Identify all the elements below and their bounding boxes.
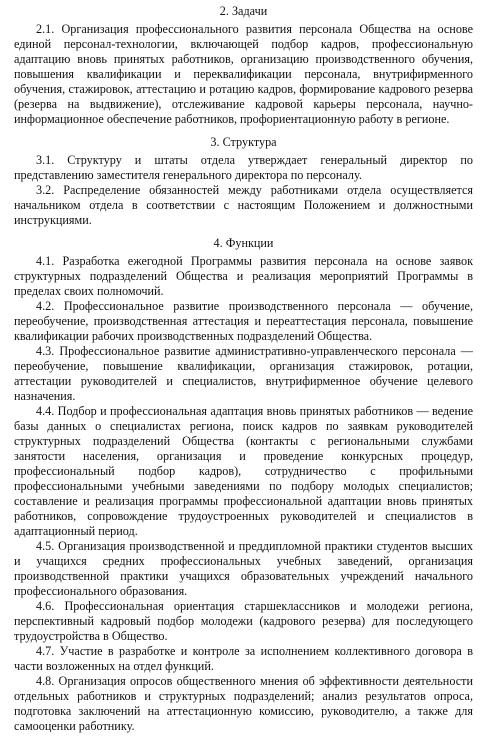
section-functions	[14, 236, 473, 734]
paragraph: 4.6. Профессиональная ориентация старшеклассников и молодежи региона, перспективный кадровый подбор молодежи (кадрового резерва) для последующего трудоустройства в Общество.	[14, 599, 473, 643]
section-heading: 2. Задачи	[219, 4, 268, 18]
paragraph: 4.5. Организация производственной и преддипломной практики студентов высших и учащихся средних профессиональных учебных заведений, организация производственной практики учащихся образовательных учреждений начального профессионального образования.	[14, 539, 473, 598]
paragraph: 4.8. Организация опросов общественного мнения об эффективности деятельности отдельных работников и структурных подразделений; анализ результатов опроса, подготовка заключений на аттестационную комиссию, руководителю, а также для самооценки работнику.	[14, 674, 473, 733]
paragraph: 3.2. Распределение обязанностей между работниками отдела осуществляется начальником отдела в соответствии с настоящим Положением и должностными инструкциями.	[14, 183, 473, 227]
section-heading: 4. Функции	[213, 236, 274, 250]
paragraph: 2.1. Организация профессионального развития персонала Общества на основе единой персонал-технологии, включающей подбор кадров, профессиональную адаптацию вновь принятых работников, организацию производственного обучения, повышения квалификации и переквалификации персонала, внутрифирменного обучения, стажировок, аттестацию и ротацию кадров, формирование кадрового резерва (резерва на выдвижение), отслеживание кадровой карьеры персонала, научно-информационное обеспечение работников, профориентационную работу в регионе.	[14, 22, 473, 126]
paragraph: 4.4. Подбор и профессиональная адаптация вновь принятых работников — ведение базы данных о специалистах региона, поиск кадров по заявкам руководителей структурных подразделений Общества (контакты с региональными службами занятости населения, организация и проведение конкурсных процедур, профессиональный подбор кадров), сотрудничество с профильными профессиональными учебными заведениями по подбору молодых специалистов; составление и реализация программы профессиональной адаптации вновь принятых работников, сопровождение трудоустроенных руководителей и специалистов в адаптационный период.	[14, 404, 473, 538]
section-tasks	[14, 4, 473, 127]
paragraph: 4.3. Профессиональное развитие административно-управленческого персонала — переобучение, повышение квалификации, организация стажировок, ротации, аттестации руководителей и специалистов, внутрифирменное обучение целевого назначения.	[14, 344, 473, 403]
section-gap	[14, 228, 473, 236]
paragraph: 4.2. Профессиональное развитие производственного персонала — обучение, переобучение, производственная аттестация и переаттестация персонала, повышение квалификации рабочих производственных подразделений Общества.	[14, 299, 473, 343]
paragraph: 4.7. Участие в разработке и контроле за исполнением коллективного договора в части возложенных на отдел функций.	[14, 644, 473, 673]
paragraph: 4.1. Разработка ежегодной Программы развития персонала на основе заявок структурных подразделений Общества и реализация мероприятий Программы в пределах своих полномочий.	[14, 254, 473, 298]
paragraph: 3.1. Структуру и штаты отдела утверждает генеральный директор по представлению заместителя генерального директора по персоналу.	[14, 153, 473, 182]
section-heading: 3. Структура	[210, 135, 277, 149]
section-gap	[14, 127, 473, 135]
section-structure	[14, 135, 473, 228]
